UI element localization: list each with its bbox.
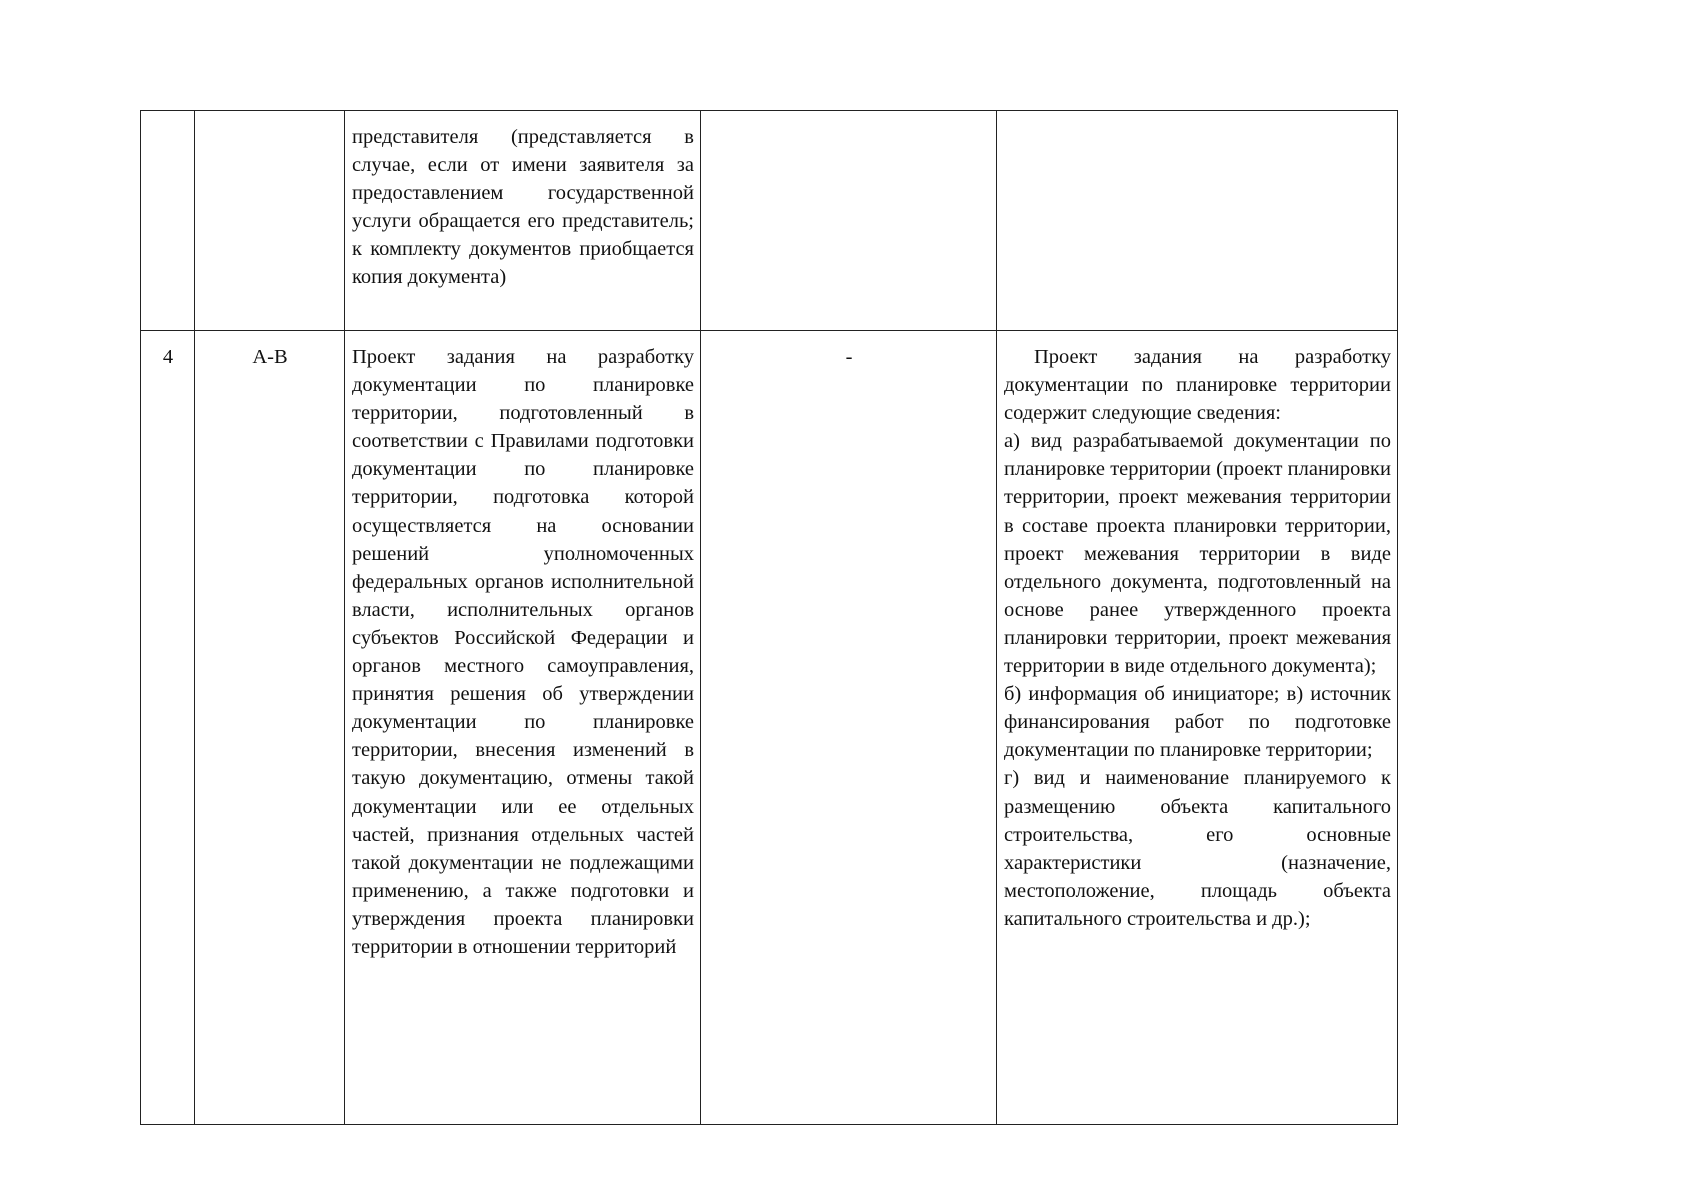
document-name-cell: Проект задания на разработку документации по планировке территории, подготовленный в соответствии с Правилами подготовки документации по планировке территории, подготовка которой осуществляется на основании решений уполномоченных федеральных органов исполнительной власти, исполнительных органов субъектов Российской Федерации и органов местного самоуправления, принятия решения об утверждении документации по планировке территории, внесения изменений в такую документацию, отмены такой документации или ее отдельных частей, признания отдельных частей такой документации не подлежащими применению, а также подготовки и утверждения проекта планировки территории в отношении территорий [345,331,701,1125]
row-code-cell: А-В [195,331,345,1125]
table-row [141,331,1398,1125]
description-item-a: а) вид разрабатываемой документации по планировке территории (проект планировки территории, проект межевания территории в составе проекта планировки территории, проект межевания территории в виде отдельного документа, подготовленный на основе ранее утвержденного проекта планировки территории, проект межевания территории в виде отдельного документа); [1004,430,1391,678]
description-cell [997,111,1398,331]
requirement-cell [701,111,997,331]
description-intro: Проект задания на разработку документации по планировке территории содержит следующие сведения: [1004,346,1391,425]
row-code-cell [195,111,345,331]
requirement-cell: - [701,331,997,1125]
description-cell [997,331,1398,1125]
document-name-cell: представителя (представляется в случае, если от имени заявителя за предоставлением государственной услуги обращается его представитель; к комплекту документов приобщается копия документа) [345,111,701,331]
description-item-g: г) вид и наименование планируемого к размещению объекта капитального строительства, его основные характеристики (назначение, местоположение, площадь объекта капитального строительства и др.); [1004,767,1391,930]
row-number-cell: 4 [141,331,195,1125]
table-row [141,111,1398,331]
row-number-cell [141,111,195,331]
description-item-b: б) информация об инициаторе; в) источник финансирования работ по подготовке документации по планировке территории; [1004,683,1391,762]
documents-table [140,110,1398,1125]
